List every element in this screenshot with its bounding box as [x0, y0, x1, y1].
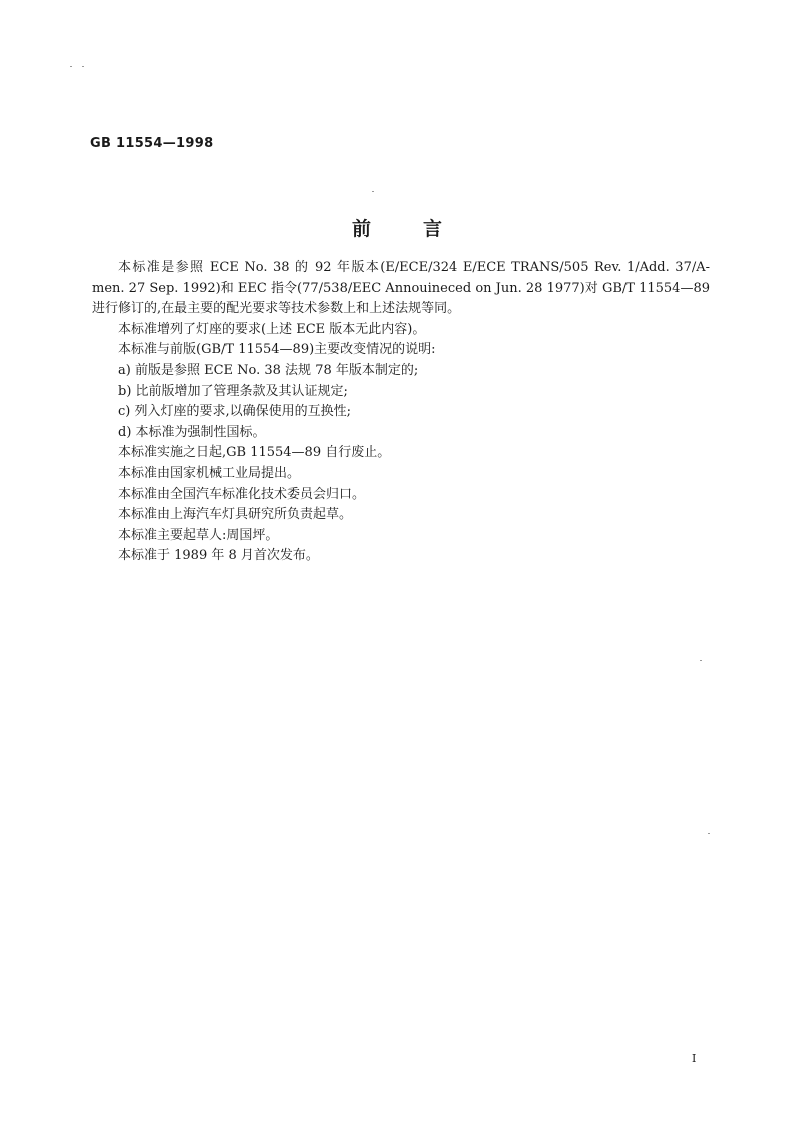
paragraph: 本标准增列了灯座的要求(上述 ECE 版本无此内容)。 — [118, 321, 426, 337]
standard-code: GB 11554—1998 — [90, 136, 214, 151]
scan-speck — [372, 191, 374, 192]
paragraph: 本标准主要起草人:周国坪。 — [118, 527, 279, 543]
list-item: c) 列入灯座的要求,以确保使用的互换性; — [118, 404, 351, 420]
paragraph: 本标准实施之日起,GB 11554—89 自行废止。 — [118, 445, 391, 461]
scan-speck — [708, 833, 710, 834]
scan-speck — [82, 66, 84, 67]
list-item: d) 本标准为强制性国标。 — [118, 424, 266, 440]
paragraph: 本标准与前版(GB/T 11554—89)主要改变情况的说明: — [118, 342, 436, 358]
scan-speck — [70, 66, 72, 67]
page-title: 前言 — [351, 218, 494, 240]
foreword-body — [92, 258, 710, 567]
page-number: I — [692, 1052, 697, 1065]
paragraph: 本标准由全国汽车标准化技术委员会归口。 — [118, 486, 366, 502]
paragraph: 本标准于 1989 年 8 月首次发布。 — [118, 548, 319, 564]
paragraph: 本标准由上海汽车灯具研究所负责起草。 — [118, 507, 353, 523]
paragraph: 本标准由国家机械工业局提出。 — [118, 465, 301, 481]
list-item: b) 比前版增加了管理条款及其认证规定; — [118, 383, 348, 399]
paragraph: 本标准是参照 ECE No. 38 的 92 年版本(E/ECE/324 E/ECE TRANS/505 Rev. 1/Add. 37/A-men. 27 Sep. 1992)和 EEC 指令(77/538/EEC Annouineced on Jun. 28 1977)对 GB/T 11554—89 进行修订的,在最主要的配光要求等技术参数上和上述法规等同。 — [92, 260, 710, 317]
scan-speck — [700, 660, 702, 661]
list-item: a) 前版是参照 ECE No. 38 法规 78 年版本制定的; — [118, 362, 419, 378]
